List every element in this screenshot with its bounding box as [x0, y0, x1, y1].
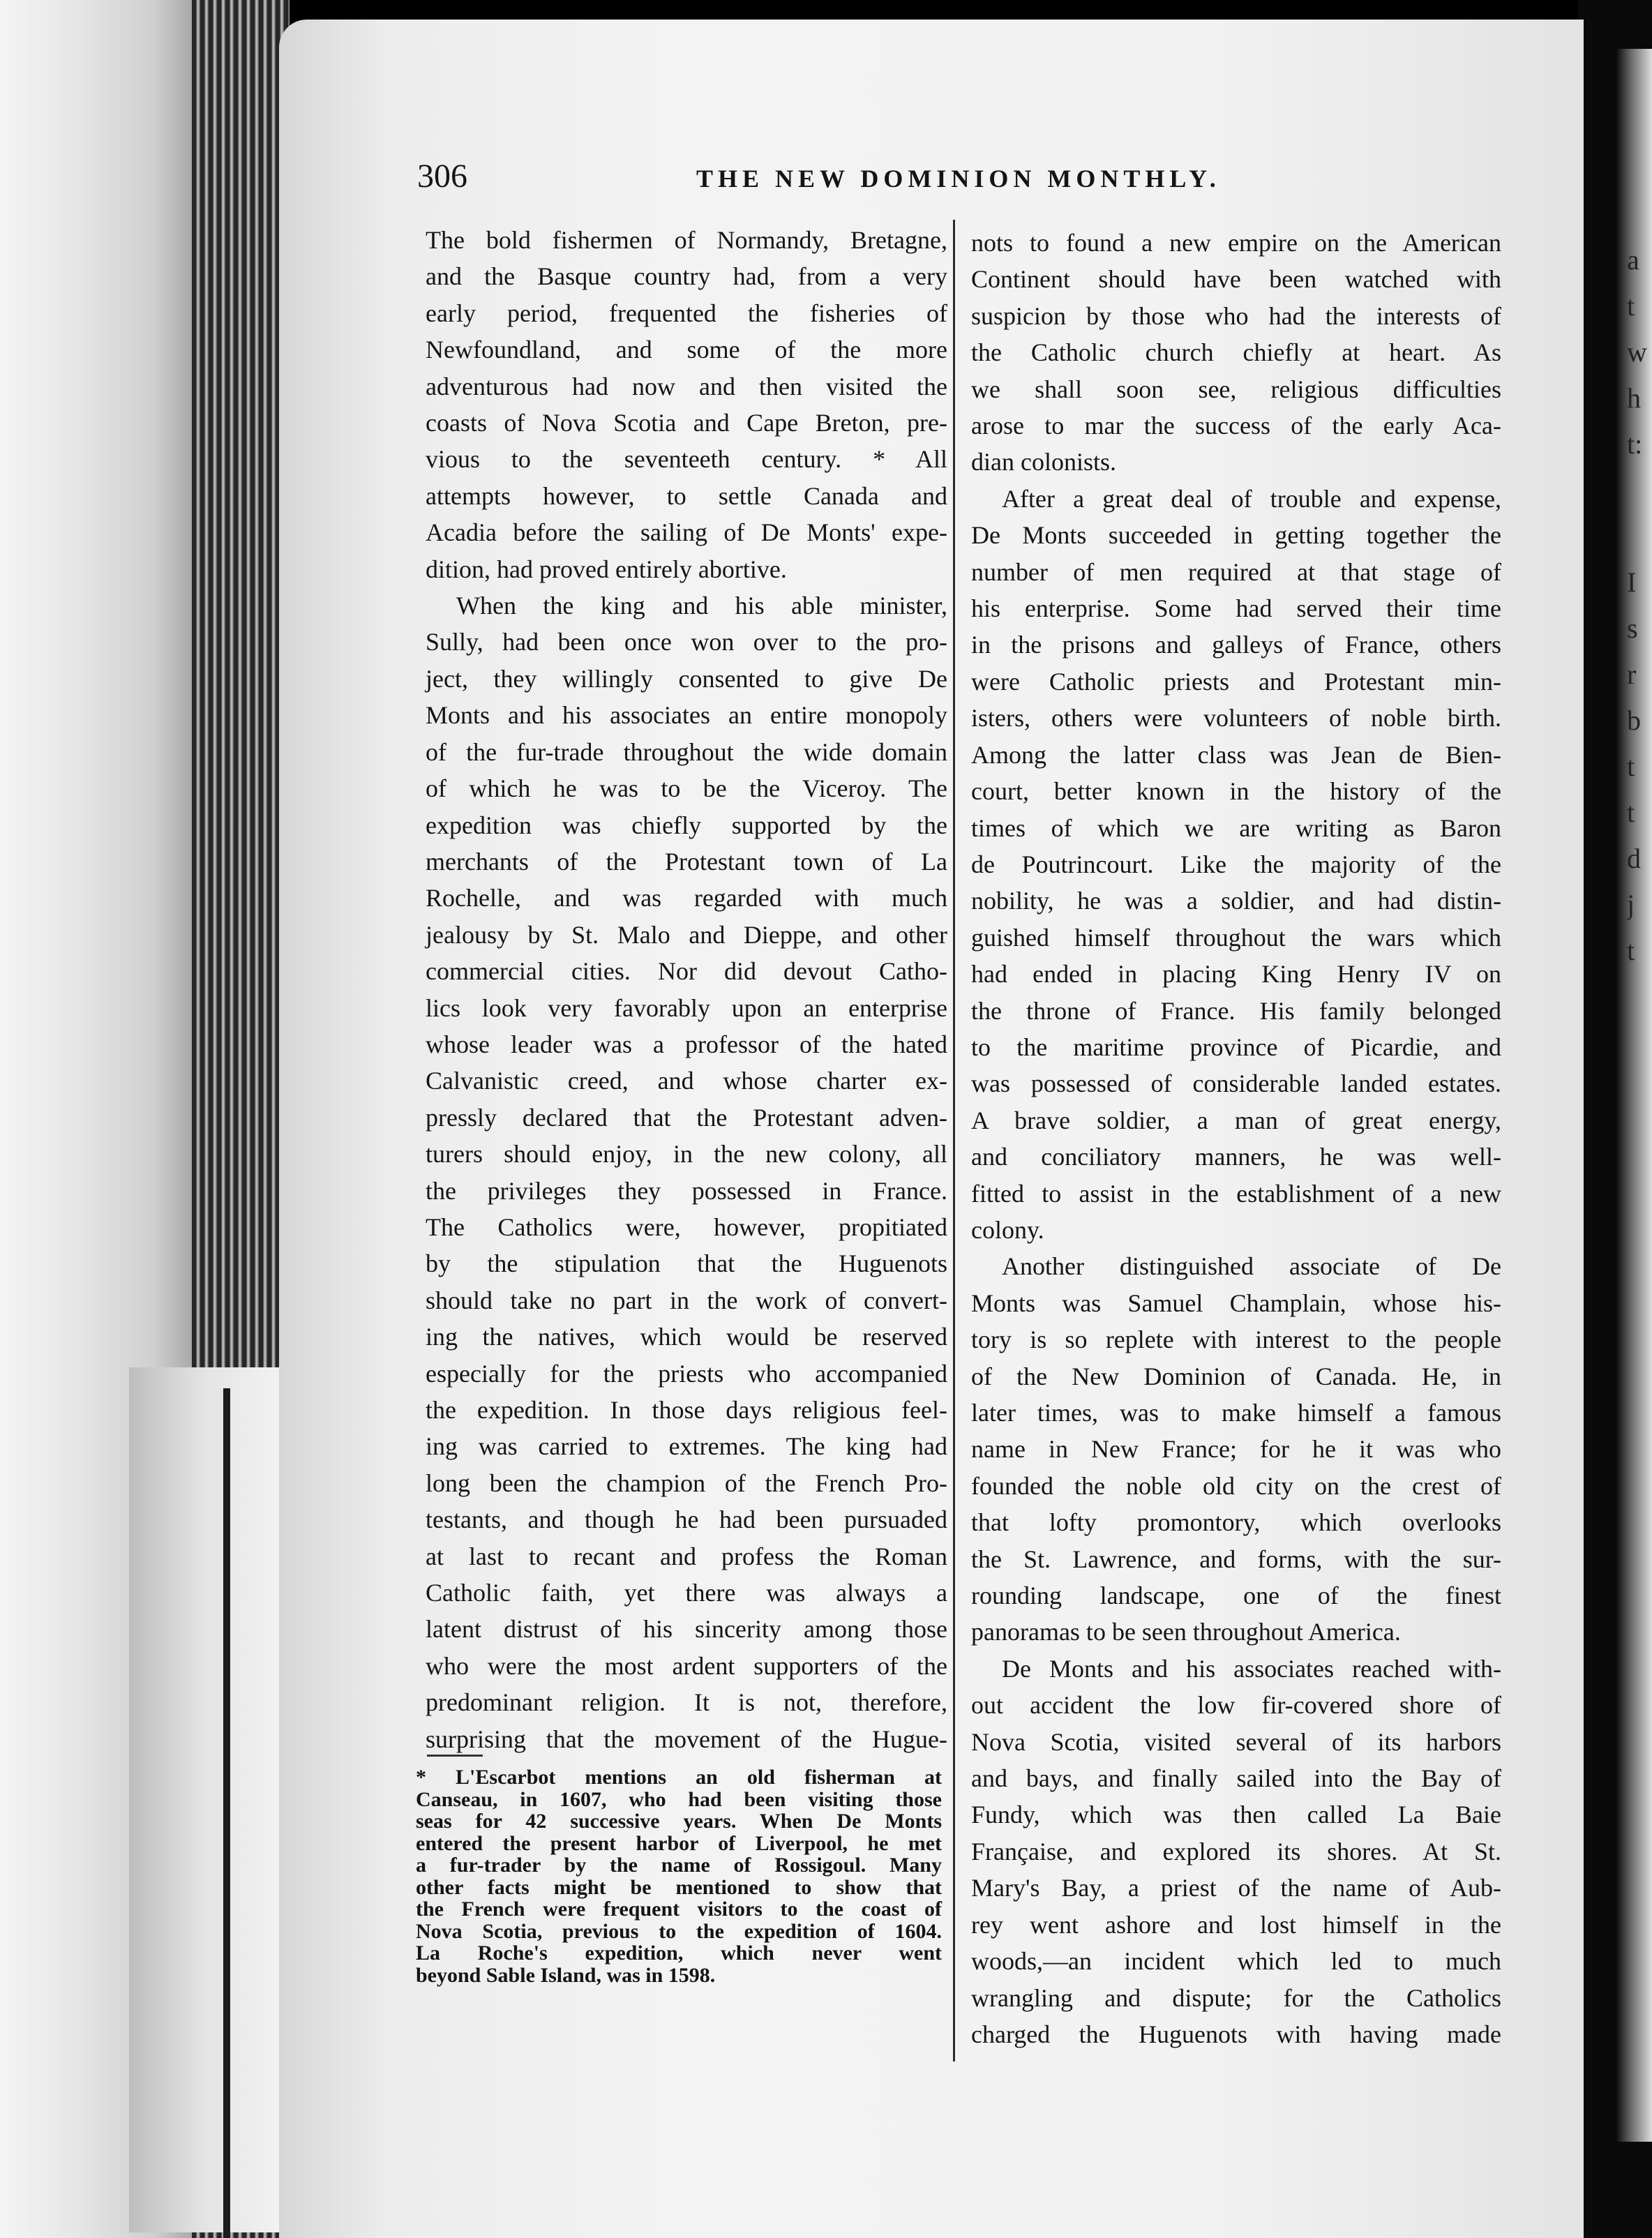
text-line: fitted to assist in the establishment of a new: [971, 1179, 1501, 1208]
text-line: times of which we are writing as Baron: [971, 813, 1501, 842]
text-line: the French were frequent visitors to the coast of: [416, 1898, 942, 1921]
page-header: [417, 157, 1221, 206]
text-line: we shall soon see, religious difficulties: [971, 375, 1501, 403]
text-line: Another distinguished associate of De: [1002, 1252, 1501, 1281]
text-line: long been the champion of the French Pro-: [426, 1469, 947, 1497]
text-line: whose leader was a professor of the hated: [426, 1030, 947, 1058]
text-line: Calvanistic creed, and whose charter ex-: [426, 1067, 947, 1095]
text-line: De Monts and his associates reached with-: [1002, 1654, 1501, 1683]
text-line: Nova Scotia, previous to the expedition of 1604.: [416, 1919, 942, 1943]
text-line: turers should enjoy, in the new colony, all: [426, 1140, 947, 1169]
text-line: the expedition. In those days religious feel-: [426, 1396, 947, 1424]
text-line: of which he was to be the Viceroy. The: [426, 774, 947, 803]
text-line: expedition was chiefly supported by the: [426, 811, 947, 839]
text-line: his enterprise. Some had served their time: [971, 594, 1501, 623]
text-line: rounding landscape, one of the finest: [971, 1582, 1501, 1610]
text-line: ject, they willingly consented to give De: [426, 664, 947, 693]
text-line: charged the Huguenots with having made: [971, 2020, 1501, 2048]
text-line: ing was carried to extremes. The king had: [426, 1432, 947, 1461]
text-line: jealousy by St. Malo and Dieppe, and other: [426, 920, 947, 949]
text-line: De Monts succeeded in getting together the: [971, 521, 1501, 550]
text-line: name in New France; for he it was who: [971, 1435, 1501, 1464]
text-line: latent distrust of his sincerity among those: [426, 1615, 947, 1644]
text-line: lics look very favorably upon an enterprise: [426, 993, 947, 1022]
text-line: A brave soldier, a man of great energy,: [971, 1106, 1501, 1134]
text-line: rey went ashore and lost himself in the: [971, 1910, 1501, 1939]
text-line: the throne of France. His family belonged: [971, 996, 1501, 1025]
text-line: guished himself throughout the wars which: [971, 923, 1501, 952]
text-line: should take no part in the work of convert-: [426, 1286, 947, 1314]
text-line: arose to mar the success of the early Aca-: [971, 412, 1501, 440]
text-line: panoramas to be seen throughout America.: [971, 1618, 1401, 1646]
text-line: woods,—an incident which led to much: [971, 1947, 1501, 1976]
text-line: was possessed of considerable landed estates.: [971, 1069, 1501, 1098]
facing-page-fragments: a t w h t: I s r b t t d j t: [1627, 244, 1647, 966]
text-line: the privileges they possessed in France.: [426, 1176, 947, 1205]
text-line: in the prisons and galleys of France, others: [971, 631, 1501, 659]
text-line: Monts and his associates an entire monopoly: [426, 701, 947, 730]
text-line: court, better known in the history of the: [971, 777, 1501, 806]
text-line: wrangling and dispute; for the Catholics: [971, 1983, 1501, 2012]
text-line: dian colonists.: [971, 448, 1116, 476]
text-line: Acadia before the sailing of De Monts' expe-: [426, 518, 947, 547]
text-line: isters, others were volunteers of noble birth.: [971, 704, 1501, 733]
column-divider: [953, 220, 955, 2061]
text-line: out accident the low fir-covered shore of: [971, 1691, 1501, 1720]
text-line: coasts of Nova Scotia and Cape Breton, pre-: [426, 409, 947, 437]
text-line: suspicion by those who had the interests of: [971, 301, 1501, 330]
text-line: ing the natives, which would be reserved: [426, 1323, 947, 1351]
text-line: After a great deal of trouble and expense,: [1002, 484, 1501, 513]
text-line: and conciliatory manners, he was well-: [971, 1143, 1501, 1171]
text-line: tory is so replete with interest to the people: [971, 1325, 1501, 1354]
text-line: Sully, had been once won over to the pro-: [426, 628, 947, 656]
text-line: Fundy, which was then called La Baie: [971, 1801, 1501, 1829]
right-text-column: [971, 225, 1501, 2052]
text-line: commercial cities. Nor did devout Catho-: [426, 957, 947, 986]
text-line: Catholic faith, yet there was always a: [426, 1579, 947, 1607]
text-line: Continent should have been watched with: [971, 265, 1501, 294]
text-line: a fur-trader by the name of Rossigoul. Many: [416, 1854, 942, 1877]
text-line: especially for the priests who accompanied: [426, 1359, 947, 1388]
text-line: Rochelle, and was regarded with much: [426, 884, 947, 913]
text-line: Monts was Samuel Champlain, whose his-: [971, 1289, 1501, 1317]
text-line: and the Basque country had, from a very: [426, 262, 947, 291]
footnote-rule: [427, 1755, 483, 1757]
text-line: attempts however, to settle Canada and: [426, 481, 947, 510]
text-line: La Roche's expedition, which never went: [416, 1942, 942, 1965]
text-line: the Catholic church chiefly at heart. As: [971, 338, 1501, 367]
text-line: the St. Lawrence, and forms, with the sur-: [971, 1545, 1501, 1573]
text-line: pressly declared that the Protestant adven-: [426, 1103, 947, 1132]
text-line: of the fur-trade throughout the wide domain: [426, 737, 947, 766]
text-line: * L'Escarbot mentions an old fisherman at: [416, 1766, 942, 1789]
text-line: and bays, and finally sailed into the Bay of: [971, 1764, 1501, 1793]
text-line: that lofty promontory, which overlooks: [971, 1508, 1501, 1537]
text-line: number of men required at that stage of: [971, 557, 1501, 586]
text-line: Française, and explored its shores. At St.: [971, 1837, 1501, 1865]
text-line: seas for 42 successive years. When De Monts: [416, 1810, 942, 1833]
page-number: 306: [417, 158, 467, 195]
text-line: who were the most ardent supporters of the: [426, 1651, 947, 1680]
text-line: Newfoundland, and some of the more: [426, 336, 947, 364]
text-line: at last to recant and profess the Roman: [426, 1542, 947, 1570]
text-line: The bold fishermen of Normandy, Bretagne,: [426, 226, 947, 254]
text-line: early period, frequented the fisheries of: [426, 299, 947, 327]
running-title: THE NEW DOMINION MONTHLY.: [696, 165, 1221, 193]
text-line: Mary's Bay, a priest of the name of Aub-: [971, 1874, 1501, 1902]
text-line: dition, had proved entirely abortive.: [426, 555, 787, 583]
text-line: de Poutrincourt. Like the majority of the: [971, 850, 1501, 878]
text-line: When the king and his able minister,: [456, 592, 947, 620]
text-line: The Catholics were, however, propitiated: [426, 1212, 947, 1241]
text-line: entered the present harbor of Liverpool, he met: [416, 1831, 942, 1855]
text-line: later times, was to make himself a famous: [971, 1399, 1501, 1427]
text-line: nots to found a new empire on the American: [971, 229, 1501, 257]
text-line: predominant religion. It is not, therefore,: [426, 1688, 947, 1717]
text-line: by the stipulation that the Huguenots: [426, 1249, 947, 1278]
text-line: Among the latter class was Jean de Bien-: [971, 740, 1501, 769]
text-line: to the maritime province of Picardie, and: [971, 1032, 1501, 1061]
text-line: of the New Dominion of Canada. He, in: [971, 1362, 1501, 1390]
footnote: [416, 1766, 942, 1986]
text-line: founded the noble old city on the crest of: [971, 1471, 1501, 1500]
text-line: beyond Sable Island, was in 1598.: [416, 1963, 716, 1987]
left-text-column: [426, 222, 947, 1757]
text-line: merchants of the Protestant town of La: [426, 847, 947, 876]
text-line: testants, and though he had been pursuaded: [426, 1505, 947, 1534]
text-line: had ended in placing King Henry IV on: [971, 960, 1501, 989]
text-line: nobility, he was a soldier, and had distin-: [971, 887, 1501, 915]
text-line: colony.: [971, 1215, 1044, 1244]
text-line: Canseau, in 1607, who had been visiting those: [416, 1787, 942, 1811]
text-line: other facts might be mentioned to show that: [416, 1875, 942, 1899]
text-line: were Catholic priests and Protestant min-: [971, 667, 1501, 696]
text-line: Nova Scotia, visited several of its harbors: [971, 1727, 1501, 1756]
text-line: vious to the seventeeth century. * All: [426, 445, 947, 474]
text-line: adventurous had now and then visited the: [426, 372, 947, 400]
text-line: surprising that the movement of the Hugue-: [426, 1725, 947, 1753]
spine-shadow-line: [223, 1388, 230, 2238]
